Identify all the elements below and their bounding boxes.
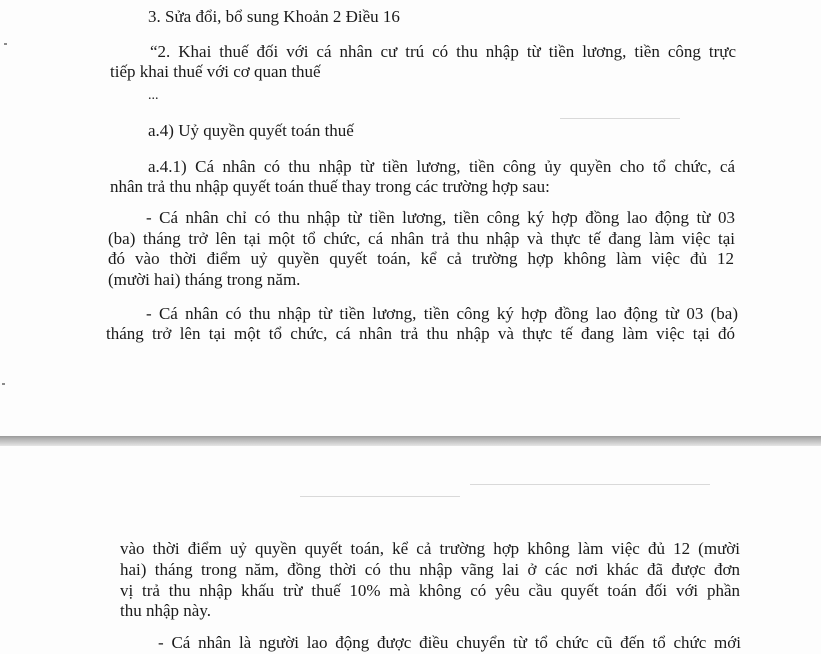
ellipsis: ...: [148, 88, 159, 103]
subsection-heading: a.4) Uỷ quyền quyết toán thuế: [148, 121, 354, 140]
bullet-line: - Cá nhân là người lao động được điều chuyển từ tổ chức cũ đến tổ chức mới: [158, 633, 741, 652]
bullet-line: (ba) tháng trở lên tại một tổ chức, cá nhân trả thu nhập và thực tế đang làm việc tại: [108, 229, 735, 248]
paragraph-line: nhân trả thu nhập quyết toán thuế thay trong các trường hợp sau:: [110, 177, 550, 196]
scan-artifact-line: [470, 484, 710, 485]
section-heading: 3. Sửa đổi, bổ sung Khoản 2 Điều 16: [148, 7, 400, 26]
scan-speck: [2, 383, 5, 385]
paragraph-line: vị trả thu nhập khấu trừ thuế 10% mà không có yêu cầu quyết toán đối với phần: [120, 581, 740, 600]
document-page-lower: [0, 446, 821, 654]
bullet-line: - Cá nhân có thu nhập từ tiền lương, tiền công ký hợp đồng lao động từ 03 (ba): [146, 304, 738, 323]
paragraph-line: thu nhập này.: [120, 601, 211, 620]
quote-line: “2. Khai thuế đối với cá nhân cư trú có thu nhập từ tiền lương, tiền công trực: [150, 42, 736, 61]
scan-speck: [4, 43, 7, 45]
paragraph-line: a.4.1) Cá nhân có thu nhập từ tiền lương, tiền công ủy quyền cho tổ chức, cá: [148, 157, 735, 176]
bullet-line: đó vào thời điểm uỷ quyền quyết toán, kể cả trường hợp không làm việc đủ 12: [108, 249, 734, 268]
bullet-line: (mười hai) tháng trong năm.: [108, 270, 301, 289]
scan-artifact-line: [560, 118, 680, 119]
paragraph-line: vào thời điểm uỷ quyền quyết toán, kể cả trường hợp không làm việc đủ 12 (mười: [120, 539, 740, 558]
scan-artifact-line: [300, 496, 460, 497]
quote-line: tiếp khai thuế với cơ quan thuế: [110, 62, 321, 81]
paragraph-line: hai) tháng trong năm, đồng thời có thu nhập vãng lai ở các nơi khác đã được đơn: [120, 560, 740, 579]
page-break-divider: [0, 436, 821, 446]
bullet-line: tháng trở lên tại một tổ chức, cá nhân trả thu nhập và thực tế đang làm việc tại đó: [106, 324, 735, 343]
bullet-line: - Cá nhân chỉ có thu nhập từ tiền lương, tiền công ký hợp đồng lao động từ 03: [146, 208, 735, 227]
